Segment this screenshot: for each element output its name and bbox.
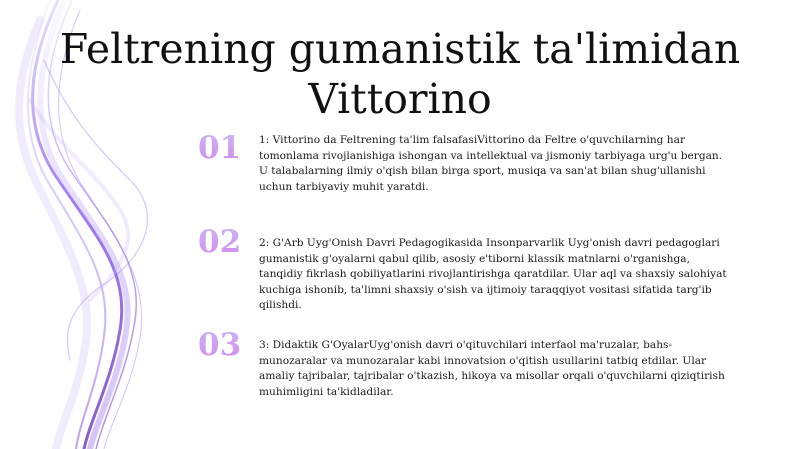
item-number-01: 01 (198, 130, 248, 166)
item-text-03: 3: Didaktik G'OyalarUyg'onish davri o'qituvchilari interfaol ma'ruzalar, bahs-munozaralar va munozaralar kabi innovatsion o'qitish usullarini tatbiq etdilar. Ular amaliy tajribalar, tajribalar o'tkazish, hikoya va misollar orqali o'quvchilarni qiziqtirish muhimligini ta'kidladilar. (259, 339, 725, 398)
item-number-03: 03 (198, 327, 248, 363)
page-title (0, 24, 800, 124)
item-number-02: 02 (198, 224, 248, 260)
item-text-01: 1: Vittorino da Feltrening ta'lim falsafasiVittorino da Feltre o'quvchilarning har tomonlama rivojlanishiga ishongan va intellektual va jismoniy tarbiyaga urg'u bergan. U talabalarning ilmiy o'qish bilan birga sport, musiqa va san'at bilan shug'ullanishi uchun tarbiyaviy muhit yaratdi. (259, 134, 723, 193)
item-text-02: 2: G'Arb Uyg'Onish Davri Pedagogikasida Insonparvarlik Uyg'onish davri pedagoglari gumanistik g'oyalarni qabul qilib, asosiy e'tiborni klassik matnlarni o'rganishga, tanqidiy fikrlash qobiliyatlarini rivojlantirishga qaratdilar. Ular aql va shaxsiy salohiyat kuchiga ishonib, ta'limni shaxsiy o'sish va ijtimoiy taraqqiyot vositasi sifatida targ'ib qilishdi. (259, 237, 727, 312)
title-line-1: Feltrening gumanistik ta'limidan (59, 25, 741, 73)
title-line-2: Vittorino (308, 75, 492, 123)
